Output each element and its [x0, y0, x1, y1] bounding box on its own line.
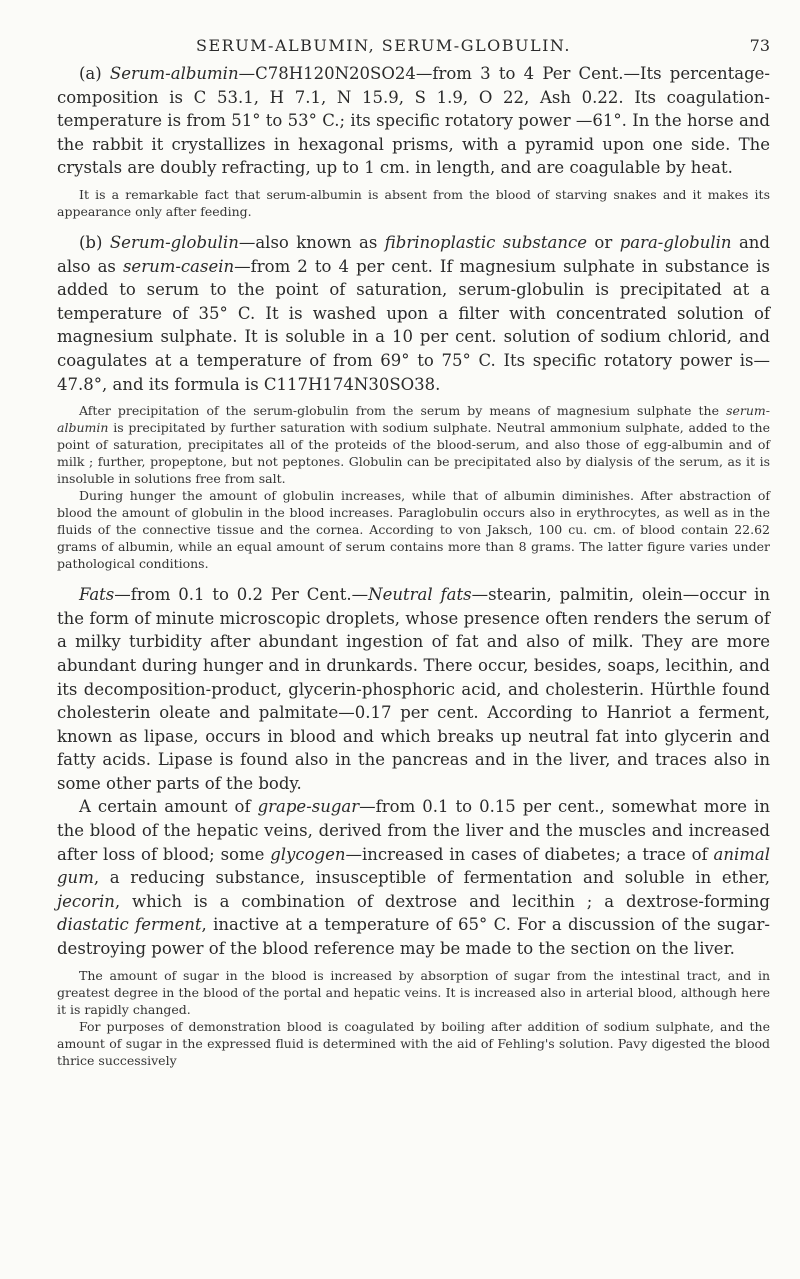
term-neutral-fats: Neutral fats	[368, 585, 472, 605]
term-fibrinoplastic: fibrinoplastic substance	[384, 232, 587, 252]
term-serum-albumin: Serum-albumin	[109, 64, 239, 83]
note-albumin: It is a remarkable fact that serum-albumin is absent from the blood of starving snakes and it makes its appearance only after feeding.	[57, 186, 770, 219]
globulin-text: and also as	[57, 232, 770, 276]
globulin-text: —also known as	[238, 232, 385, 252]
term-serum-globulin: Serum-globulin	[109, 232, 239, 252]
globulin-text: —from 2 to 4 per cent. If magnesium sulphate in substance is added to serum to the point of saturation, serum-globulin is precipitated at a temperature of 35° C. It is washed upon a filter with concentrated solution of magnesium sulphate. It is soluble in a 10 per cent. solution of sodium chlorid, and coagulates at a temperature of from 69° to 75° C. Its specific rotatory power is—47.8°, and its formula is C117H174N30SO38.	[57, 256, 771, 394]
term-serum-albumin-small: serum-albumin	[57, 403, 770, 436]
note-text: After precipitation of the serum-globulin from the serum by means of magnesium sulphate the	[79, 403, 727, 419]
term-diastatic-ferment: diastatic ferment	[57, 915, 202, 935]
paragraph-serum-globulin	[57, 231, 770, 396]
sugar-text: , a reducing substance, insusceptible of fermentation and soluble in ether,	[93, 868, 770, 888]
note-text: is precipitated by further saturation with sodium sulphate. Neutral ammonium sulphate, added to the point of saturation, precipitates all of the proteids of the blood-serum, and also those of egg-albumin and of milk ; further, propeptone, but not peptones. Globulin can be precipitated also by dialysis of the serum, as it is insoluble in solutions free from salt.	[57, 420, 770, 487]
note-sugar-demonstration: For purposes of demonstration blood is coagulated by boiling after addition of sodium sulphate, and the amount of sugar in the expressed fluid is determined with the aid of Fehling's solution. Pavy digested the blood thrice successively	[57, 1018, 770, 1068]
sugar-text: —increased in cases of diabetes; a trace of	[345, 844, 714, 864]
note-globulin-hunger: During hunger the amount of globulin increases, while that of albumin diminishes. After abstraction of blood the amount of globulin in the blood increases. Paraglobulin occurs also in erythrocytes, as well as in the fluids of the connective tissue and the cornea. According to von Jaksch, 100 cu. cm. of blood contain 22.62 grams of albumin, while an equal amount of serum contains more than 8 grams. The latter figure varies under pathological conditions.	[57, 488, 770, 572]
paragraph-serum-albumin	[57, 62, 770, 180]
term-jecorin: jecorin	[57, 891, 115, 911]
note-globulin-precipitation	[57, 402, 770, 487]
term-animal-gum: animal gum	[57, 844, 770, 888]
term-fats: Fats	[79, 585, 115, 605]
sugar-text: —from 0.1 to 0.15 per cent., somewhat more in the blood of the hepatic veins, derived from the liver and the muscles and increased after loss of blood; some	[57, 797, 770, 864]
page-number: 73	[749, 36, 770, 55]
fats-text: —stearin, palmitin, olein—occur in the form of minute microscopic droplets, whose presence often renders the serum of a milky turbidity after abundant ingestion of fat and also of milk. They are more abundant during hunger and in drunkards. There occur, besides, soaps, lecithin, and its decomposition-product, glycerin-phosphoric acid, and cholesterin. Hürthle found cholesterin oleate and palmitate—0.17 per cent. According to Hanriot a ferment, known as lipase, occurs in blood and which breaks up neutral fat into glycerin and fatty acids. Lipase is found also in the pancreas and in the liver, and traces also in some other parts of the body.	[57, 585, 771, 793]
paragraph-sugar	[57, 795, 770, 960]
running-header: SERUM-ALBUMIN, SERUM-GLOBULIN.	[196, 36, 571, 55]
sugar-text: , which is a combination of dextrose and lecithin ; a dextrose-forming	[114, 891, 770, 911]
sugar-text: A certain amount of	[79, 797, 258, 817]
sugar-text: , inactive at a temperature of 65° C. For a discussion of the sugar-destroying power of the blood reference may be made to the section on the liver.	[57, 915, 770, 959]
albumin-text: —from 3 to 4 Per Cent.—Its percentage-composition is C 53.1, H 7.1, N 15.9, S 1.9, O 22, Ash 0.22. Its coagulation-temperature is from 51° to 53° C.; its specific rotatory power —61°. In the horse and the rabbit it crystallizes in hexagonal prisms, with a pyramid upon one side. The crystals are doubly refracting, up to 1 cm. in length, and are coagulable by heat.	[57, 64, 770, 178]
term-serum-casein: serum-casein	[122, 256, 235, 276]
albumin-formula: —C78H120N20SO24	[238, 64, 416, 83]
term-paraglobulin: para-globulin	[619, 232, 732, 252]
section-label: (b)	[79, 232, 110, 252]
globulin-text: or	[587, 232, 620, 252]
fats-text: —from 0.1 to 0.2 Per Cent.—	[114, 585, 369, 605]
paragraph-fats	[57, 583, 770, 795]
section-label: (a)	[79, 64, 110, 83]
term-grape-sugar: grape-sugar	[257, 797, 360, 817]
note-sugar-absorption: The amount of sugar in the blood is increased by absorption of sugar from the intestinal tract, and in greatest degree in the blood of the portal and hepatic veins. It is increased also in arterial blood, although here it is rapidly changed.	[57, 967, 770, 1017]
term-glycogen: glycogen	[270, 844, 346, 864]
